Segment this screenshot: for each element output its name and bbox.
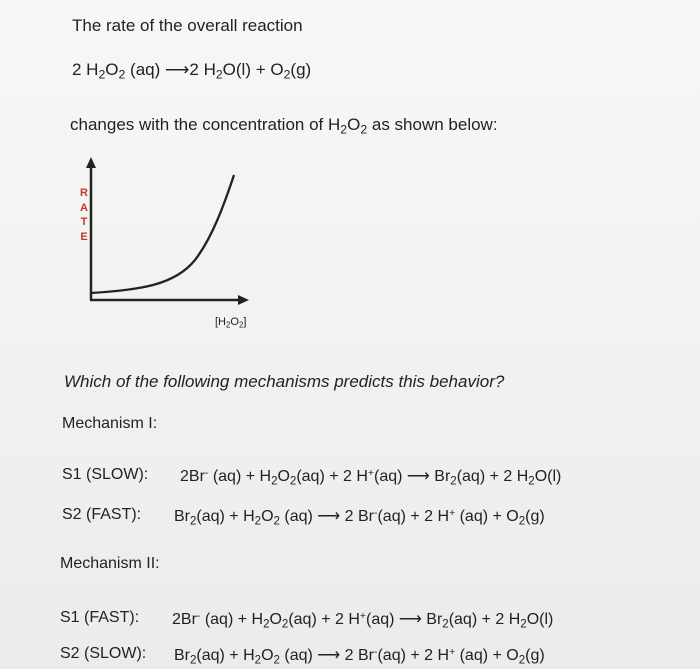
mech1-s1-label: S1 (SLOW): [62,466,149,483]
y-axis-label: R A T E [80,187,88,243]
mechanism-2-title: Mechanism II: [60,555,160,572]
intro-line-1: The rate of the overall reaction [72,16,303,35]
overall-reaction: 2 $H_2O_2$ (aq) ⟶2 $H_2O(l) + O_2(g)$ [72,60,312,82]
mech1-s2-label: S2 (FAST): [62,506,142,523]
mech2-s1-label: S1 (FAST): [60,609,140,626]
mech2-s2-label: S2 (SLOW): [60,645,147,662]
y-axis-arrowhead [86,157,96,168]
x-axis-arrowhead [238,295,249,305]
mech2-s1-equation: 2Br- $(aq) + H_2O_2(aq) + 2$ H+(aq) ⟶ $Br_2(aq) + 2$ $H_2O(l)$ [172,610,554,631]
x-axis-label: $[H_2O_2]$ [215,316,247,330]
mechanism-1-title: Mechanism I: [62,415,158,432]
mech1-s1-equation: 2Br- $(aq) + H_2O_2(aq) + 2$ H+(aq) ⟶ $Br_2(aq) + 2$ $H_2O(l)$ [180,467,562,488]
mech1-s2-equation: $Br_2(aq) + H_2O_2$ (aq) ⟶ 2 Br-(aq) + 2 H+ $(aq) + O_2(g)$ [174,507,545,528]
intro-line-2: changes with the concentration of $H_2O_2$ as shown below: [70,115,498,137]
question: Which of the following mechanisms predicts this behavior? [64,372,505,391]
rate-curve [91,175,234,293]
reaction-arrow: ⟶ [165,60,190,79]
mech2-s2-equation: $Br_2(aq) + H_2O_2$ (aq) ⟶ 2 Br-(aq) + 2 H+ $(aq) + O_2(g)$ [174,646,545,667]
